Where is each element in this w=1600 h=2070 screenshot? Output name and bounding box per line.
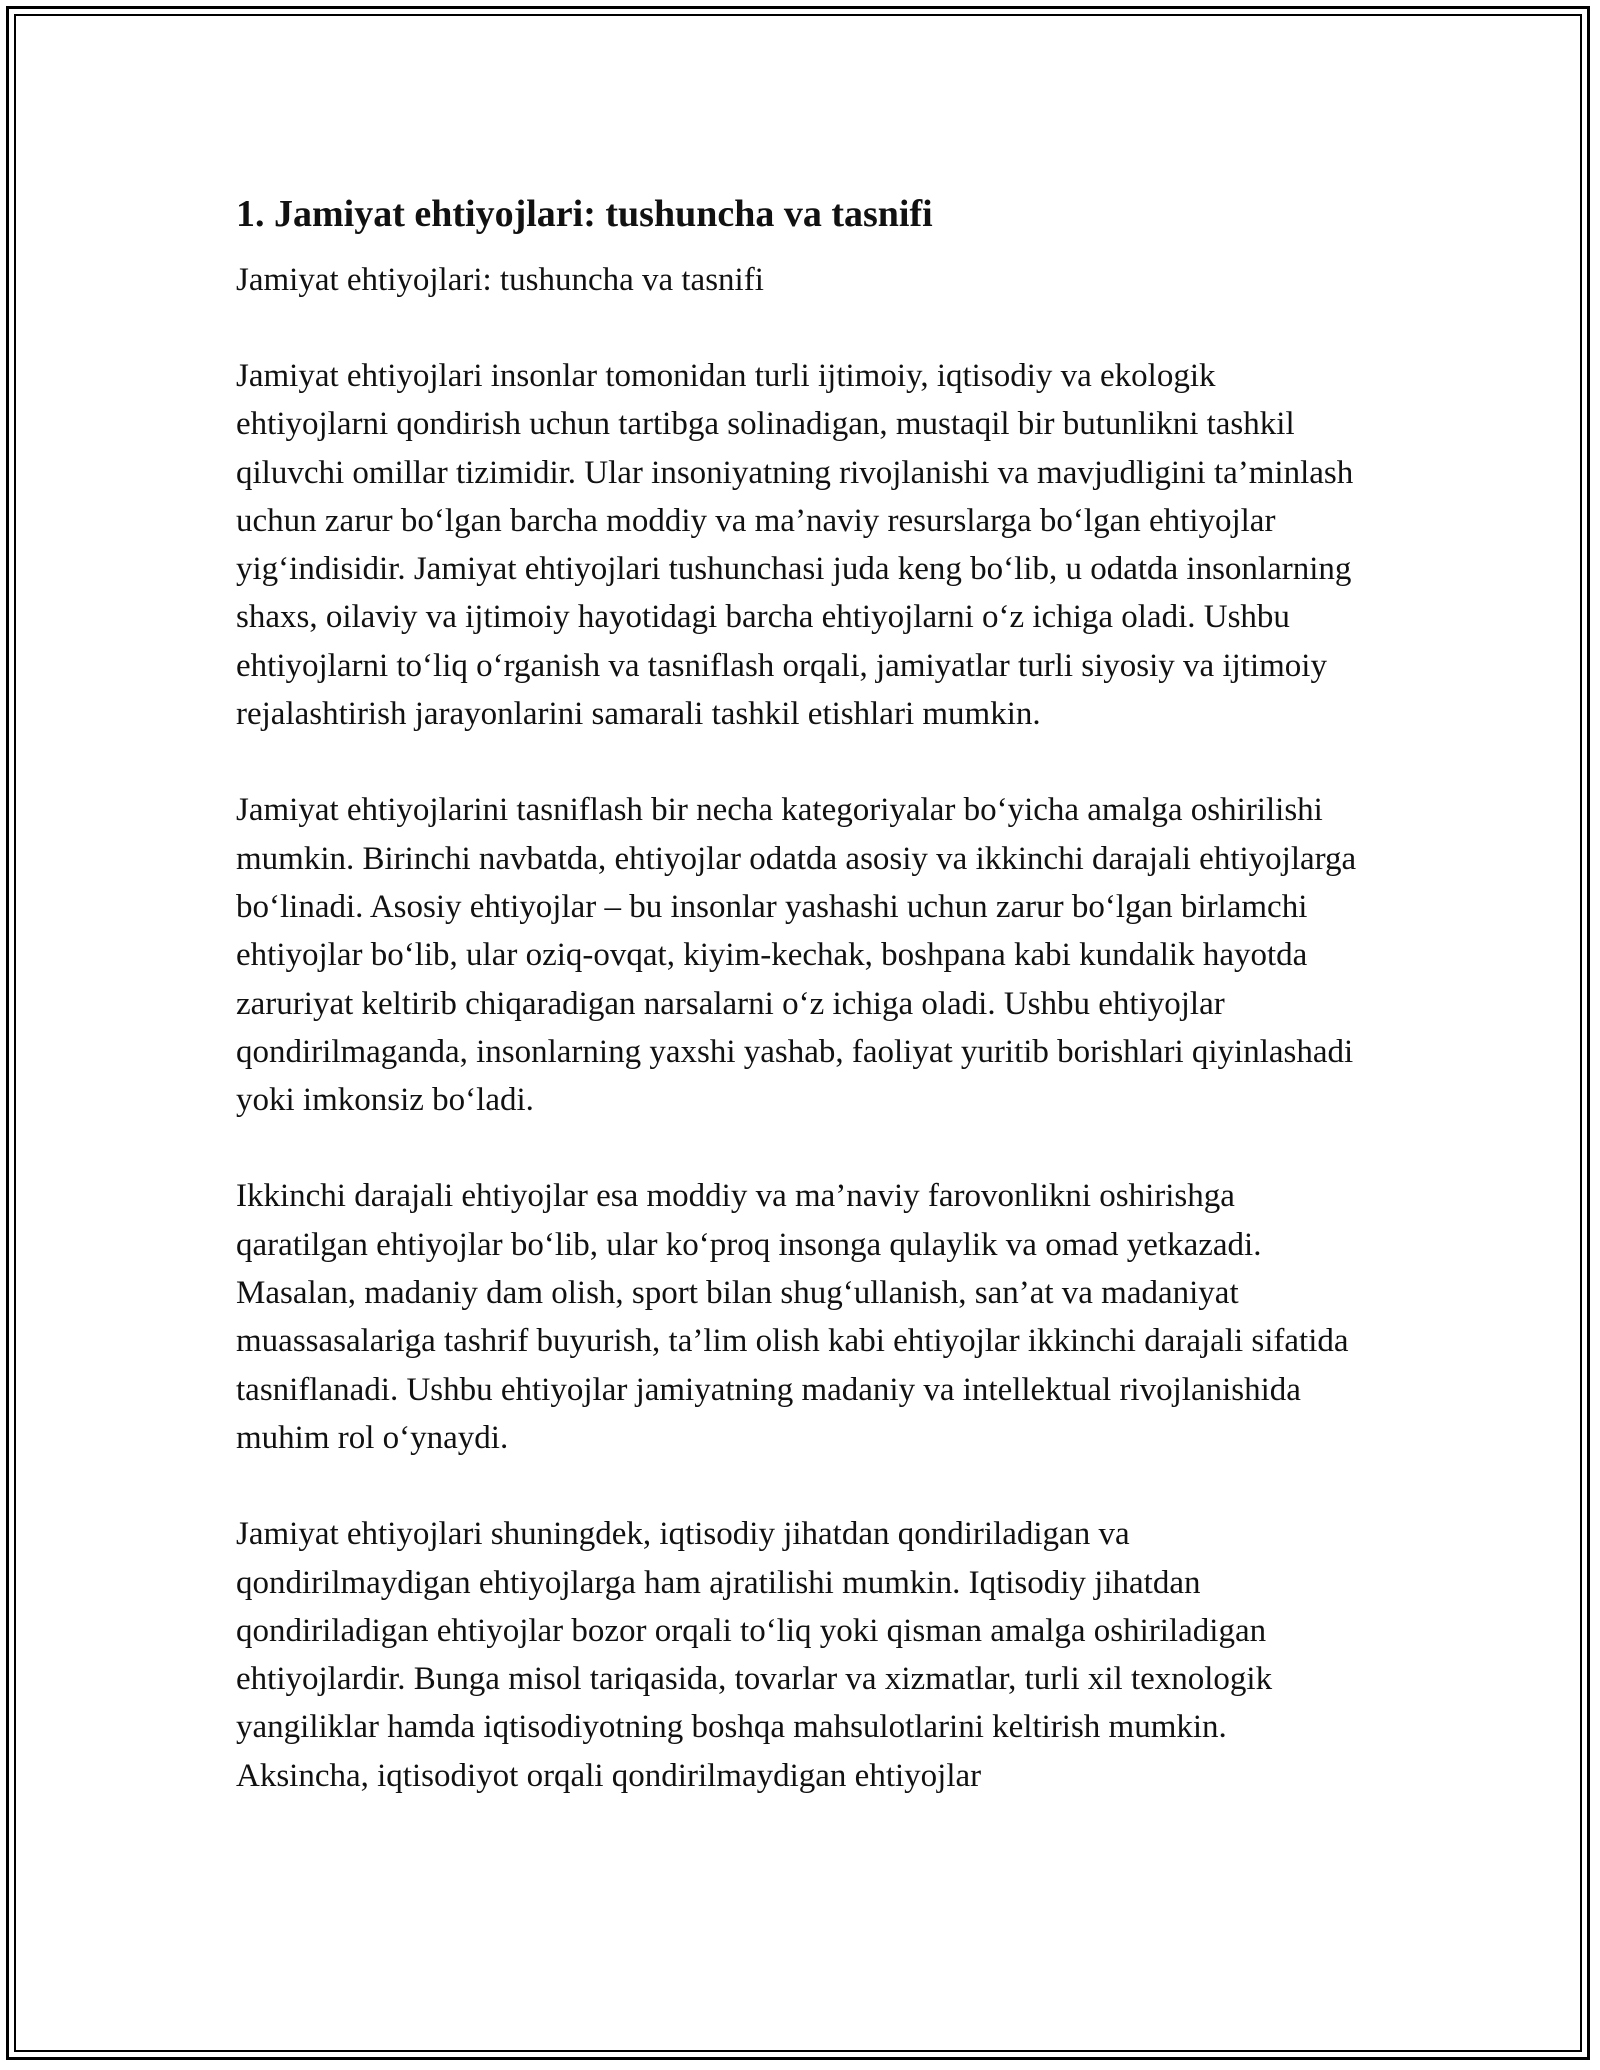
section-subtitle: Jamiyat ehtiyojlari: tushuncha va tasnifi — [236, 262, 764, 298]
document-body — [236, 186, 1366, 1800]
paragraph-3: Ikkinchi darajali ehtiyojlar esa moddiy va ma’naviy farovonlikni oshirishga qaratilgan ehtiyojlar bo‘lib, ular ko‘proq insonga qulaylik va omad yetkazadi. Masalan, madaniy dam olish, sport bilan shug‘ullanish, san’at va madaniyat muassasalariga tashrif buyurish, ta’lim olish kabi ehtiyojlar ikkinchi darajali sifatida tasniflanadi. Ushbu ehtiyojlar jamiyatning madaniy va intellektual rivojlanishida muhim rol o‘ynaydi. — [236, 1178, 1349, 1456]
paragraph-1: Jamiyat ehtiyojlari insonlar tomonidan turli ijtimoiy, iqtisodiy va ekologik ehtiyojlarni qondirish uchun tartibga solinadigan, mustaqil bir butunlikni tashkil qiluvchi omillar tizimidir. Ular insoniyatning rivojlanishi va mavjudligini ta’minlash uchun zarur bo‘lgan barcha moddiy va ma’naviy resurslarga bo‘lgan ehtiyojlar yig‘indisidir. Jamiyat ehtiyojlari tushunchasi juda keng bo‘lib, u odatda insonlarning shaxs, oilaviy va ijtimoiy hayotidagi barcha ehtiyojlarni o‘z ichiga oladi. Ushbu ehtiyojlarni to‘liq o‘rganish va tasniflash orqali, jamiyatlar turli siyosiy va ijtimoiy rejalashtirish jarayonlarini samarali tashkil etishlari mumkin. — [236, 358, 1354, 733]
paragraph-2: Jamiyat ehtiyojlarini tasniflash bir necha kategoriyalar bo‘yicha amalga oshirilishi mumkin. Birinchi navbatda, ehtiyojlar odatda asosiy va ikkinchi darajali ehtiyojlarga bo‘linadi. Asosiy ehtiyojlar – bu insonlar yashashi uchun zarur bo‘lgan birlamchi ehtiyojlar bo‘lib, ular oziq-ovqat, kiyim-kechak, boshpana kabi kundalik hayotda zaruriyat keltirib chiqaradigan narsalarni o‘z ichiga oladi. Ushbu ehtiyojlar qondirilmaganda, insonlarning yaxshi yashab, faoliyat yuritib borishlari qiyinlashadi yoki imkonsiz bo‘ladi. — [236, 792, 1357, 1119]
paragraph-4: Jamiyat ehtiyojlari shuningdek, iqtisodiy jihatdan qondiriladigan va qondirilmaydigan ehtiyojlarga ham ajratilishi mumkin. Iqtisodiy jihatdan qondiriladigan ehtiyojlar bozor orqali to‘liq yoki qisman amalga oshiriladigan ehtiyojlardir. Bunga misol tariqasida, tovarlar va xizmatlar, turli xil texnologik yangiliklar hamda iqtisodiyotning boshqa mahsulotlarini keltirish mumkin. Aksincha, iqtisodiyot orqali qondirilmaydigan ehtiyojlar — [236, 1516, 1273, 1794]
section-heading: 1. Jamiyat ehtiyojlari: tushuncha va tasnifi — [236, 193, 933, 235]
